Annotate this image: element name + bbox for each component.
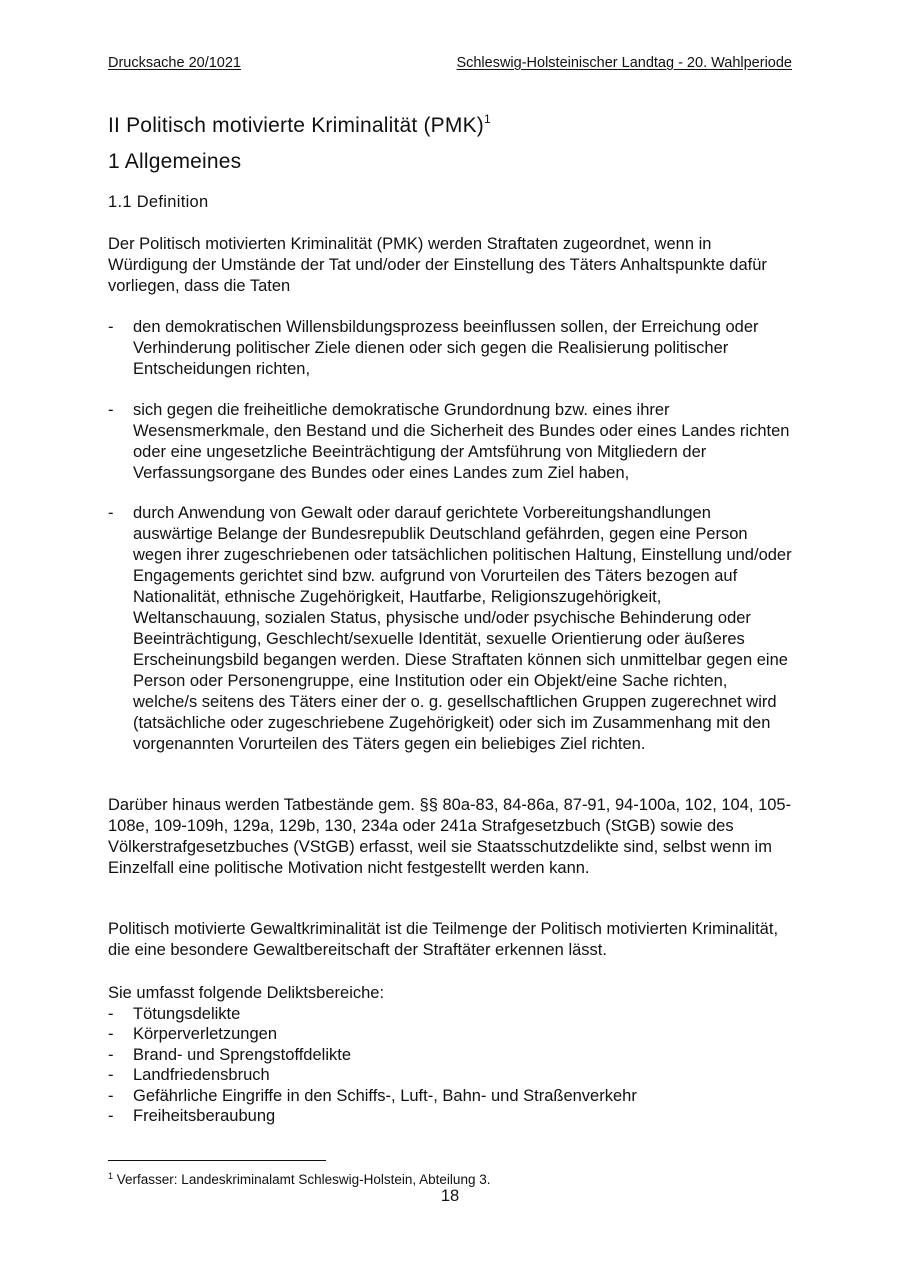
paragraph-legal-basis bbox=[108, 795, 792, 879]
bullet-marker: - bbox=[108, 504, 114, 522]
bullet-item bbox=[108, 317, 792, 380]
bullet-item bbox=[108, 503, 792, 755]
list-item bbox=[108, 1024, 792, 1045]
section-title bbox=[108, 106, 491, 139]
page-number: 18 bbox=[440, 1187, 460, 1205]
bullet-text: durch Anwendung von Gewalt oder darauf gerichtete Vorbereitungshandlungen auswärtige Belange der Bundesrepublik Deutschland gefährden, gegen eine Person wegen ihrer zugeschriebenen oder tatsächlichen politischen Haltung, Einstellung und/oder Engagements gerichtet sind bzw. aufgrund von Vorurteilen des Täters bezogen auf Nationalität, ethnische Zugehörigkeit, Hautfarbe, Religionszugehörigkeit, Weltanschauung, sozialen Status, physische und/oder psychische Behinderung oder Beeinträchtigung, Geschlecht/sexuelle Identität, sexuelle Orientierung oder äußeres Erscheinungsbild begangen werden. Diese Straftaten können sich unmittelbar gegen eine Person oder Personengruppe, eine Institution oder ein Objekt/eine Sache richten, welche/s seitens des Täters einer der o. g. gesellschaftlichen Gruppen zugerechnet wird (tatsächliche oder zugeschriebene Zugehörigkeit) oder sich im Zusammenhang mit den vorgenannten Vorurteilen des Täters gegen ein beliebiges Ziel richten. bbox=[133, 504, 792, 753]
offense-list bbox=[108, 983, 792, 1127]
section-title-text: II Politisch motivierte Kriminalität (PMK) bbox=[108, 114, 484, 137]
intro-paragraph bbox=[108, 234, 792, 297]
paragraph-violent-crime bbox=[108, 919, 792, 961]
list-item-label: Tötungsdelikte bbox=[133, 1004, 241, 1023]
bullet-marker: - bbox=[108, 1107, 114, 1125]
list-item-label: Landfriedensbruch bbox=[133, 1066, 270, 1084]
list-item-label: Freiheitsberaubung bbox=[133, 1107, 276, 1125]
bullet-marker: - bbox=[108, 1045, 114, 1064]
header-parliament: Schleswig-Holsteinischer Landtag - 20. Wahlperiode bbox=[456, 55, 792, 71]
footnote-text: Verfasser: Landeskriminalamt Schleswig-Holstein, Abteilung 3. bbox=[116, 1172, 491, 1187]
bullet-marker: - bbox=[108, 318, 114, 336]
bullet-marker: - bbox=[108, 1086, 114, 1105]
footnote bbox=[108, 1168, 490, 1188]
list-item-label: Gefährliche Eingriffe in den Schiffs-, Luft-, Bahn- und Straßenverkehr bbox=[133, 1086, 637, 1105]
intro-text: Der Politisch motivierten Kriminalität (PMK) werden Straftaten zugeordnet, wenn in Würdigung der Umstände der Tat und/oder der Einstellung des Täters Anhaltspunkte dafür vorliegen, dass die Taten bbox=[108, 235, 767, 295]
list-item bbox=[108, 1086, 792, 1107]
footnote-reference[interactable]: 1 bbox=[483, 112, 491, 126]
bullet-text: den demokratischen Willensbildungsprozess beeinflussen sollen, der Erreichung oder Verhinderung politischer Ziele dienen oder sich gegen die Realisierung politischer Entscheidungen richten, bbox=[133, 318, 759, 378]
footnote-divider bbox=[108, 1160, 326, 1161]
header-document-number: Drucksache 20/1021 bbox=[108, 55, 241, 71]
bullet-marker: - bbox=[108, 401, 114, 419]
violent-crime-text: Politisch motivierte Gewaltkriminalität ist die Teilmenge der Politisch motivierten Kriminalität, die eine besondere Gewaltbereitschaft der Straftäter erkennen lässt. bbox=[108, 920, 779, 959]
bullet-marker: - bbox=[108, 1004, 114, 1023]
chapter-heading: 1 Allgemeines bbox=[108, 150, 242, 173]
list-item bbox=[108, 1045, 792, 1066]
page-header bbox=[108, 55, 792, 74]
bullet-text: sich gegen die freiheitliche demokratische Grundordnung bzw. eines ihrer Wesensmerkmale, den Bestand und die Sicherheit des Bundes oder eines Landes richten oder eine ungesetzliche Beeinträchtigung der Amtsführung von Mitgliedern der Verfassungsorgane des Bundes oder eines Landes zum Ziel haben, bbox=[133, 401, 790, 482]
list-item-label: Körperverletzungen bbox=[133, 1025, 278, 1043]
bullet-item bbox=[108, 400, 792, 484]
list-item bbox=[108, 1106, 792, 1127]
bullet-marker: - bbox=[108, 1025, 114, 1043]
legal-basis-text: Darüber hinaus werden Tatbestände gem. §§ 80a-83, 84-86a, 87-91, 94-100a, 102, 104, 105-108e, 109-109h, 129a, 129b, 130, 234a oder 241a Strafgesetzbuch (StGB) sowie des Völkerstrafgesetzbuches (VStGB) erfasst, weil sie Staatsschutzdelikte sind, selbst wenn im Einzelfall eine politische Motivation nicht festgestellt werden kann. bbox=[108, 796, 792, 877]
list-item bbox=[108, 1004, 792, 1025]
bullet-marker: - bbox=[108, 1066, 114, 1084]
list-item bbox=[108, 1065, 792, 1086]
list-intro-text: Sie umfasst folgende Deliktsbereiche: bbox=[108, 984, 385, 1002]
footnote-marker: 1 bbox=[108, 1171, 114, 1181]
subsection-heading: 1.1 Definition bbox=[108, 193, 209, 211]
list-intro bbox=[108, 983, 792, 1004]
list-item-label: Brand- und Sprengstoffdelikte bbox=[133, 1045, 352, 1064]
